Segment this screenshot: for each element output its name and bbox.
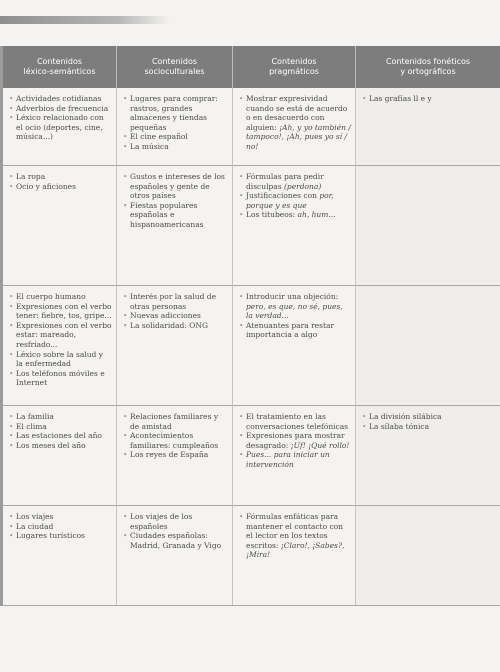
- table-cell-fon: [356, 166, 500, 286]
- item-text: Introducir una objeción:: [246, 292, 339, 301]
- table-cell-prag: [233, 88, 356, 166]
- item-text: Los reyes de España: [130, 450, 209, 460]
- list-item: [239, 172, 351, 191]
- list-item: [123, 512, 228, 531]
- header-lexico-label: Contenidos léxico-semánticos: [23, 57, 96, 76]
- list-item: [123, 292, 228, 311]
- item-example: ¡Uf! ¡Qué rollo!: [290, 440, 350, 450]
- item-text: Los meses del año: [16, 440, 86, 450]
- table-cell-lex: [3, 406, 117, 506]
- table-cell-soc: [117, 88, 233, 166]
- table-cell-lex: [3, 88, 117, 166]
- item-text: Ciudades españolas: Madrid, Granada y Vigo: [130, 531, 222, 550]
- table-cell-prag: [233, 166, 356, 286]
- item-text: Justificaciones con: [246, 191, 320, 201]
- list-item: [239, 450, 351, 469]
- list-item: [239, 321, 351, 340]
- item-example: ah, hum...: [297, 210, 336, 220]
- table-cell-soc: [117, 166, 233, 286]
- list-item: [239, 431, 351, 450]
- list-item: [123, 201, 228, 230]
- list-item: [123, 321, 228, 331]
- item-text: Atenuantes para restar importancia a algo: [246, 320, 335, 340]
- table-cell-soc: [117, 406, 233, 506]
- list-item: [123, 94, 228, 132]
- list-item: [123, 142, 228, 152]
- list-item: [239, 94, 351, 152]
- table-cell-lex: [3, 286, 117, 406]
- item-example: ¡Claro!, ¡Sabes?, ¡Mira!: [246, 540, 345, 560]
- item-text: Léxico sobre la salud y la enfermedad: [16, 349, 103, 369]
- table-cell-prag: [233, 506, 356, 606]
- item-text: La ciudad: [16, 521, 54, 531]
- header-socio-label: Contenidos socioculturales: [144, 57, 205, 76]
- item-text: Las grafías ll e y: [369, 94, 432, 103]
- item-text: Mostrar expresividad cuando se está de acuerdo o en desacuerdo con alguien:: [246, 94, 348, 132]
- item-text: Lugares para comprar: rastros, grandes almacenes y tiendas pequeñas: [130, 94, 218, 132]
- list-item: [9, 431, 112, 441]
- item-text: Los teléfonos móviles e Internet: [16, 368, 105, 388]
- bullet-list: [9, 412, 112, 450]
- header-socioculturales: [117, 46, 233, 88]
- list-item: [239, 191, 351, 210]
- list-item: [362, 422, 496, 432]
- item-text: Gustos e intereses de los españoles y gente de otros países: [130, 172, 225, 201]
- bullet-list: [239, 94, 351, 152]
- item-text: Expresiones para mostrar desagrado:: [246, 431, 345, 450]
- item-text: La música: [130, 141, 169, 151]
- bullet-list: [123, 172, 228, 230]
- table-cell-lex: [3, 166, 117, 286]
- list-item: [9, 531, 112, 541]
- header-prag-label: Contenidos pragmáticos: [269, 57, 319, 76]
- list-item: [9, 512, 112, 522]
- item-text: La sílaba tónica: [369, 421, 430, 431]
- list-item: [239, 292, 351, 321]
- item-text: Lugares turísticos: [16, 531, 85, 541]
- list-item: [9, 113, 112, 142]
- item-text: La división silábica: [369, 412, 442, 421]
- bullet-list: [362, 94, 496, 104]
- item-text: Los viajes de los españoles: [130, 512, 193, 531]
- header-lexico: [3, 46, 117, 88]
- bullet-list: [9, 172, 112, 191]
- list-item: [239, 210, 351, 220]
- item-text: Léxico relacionado con el ocio (deportes, cine, música...): [16, 113, 104, 142]
- item-text: Ocio y aficiones: [16, 181, 76, 191]
- item-example: pero, es que, no sé, pues, la verdad...: [246, 301, 343, 321]
- item-text: El clima: [16, 421, 47, 431]
- list-item: [123, 132, 228, 142]
- list-item: [9, 369, 112, 388]
- list-item: [9, 94, 112, 104]
- item-text: Fórmulas para pedir disculpas: [246, 172, 324, 191]
- table-cell-fon: [356, 406, 500, 506]
- bullet-list: [239, 172, 351, 220]
- list-item: [9, 321, 112, 350]
- item-text: Acontecimientos familiares: cumpleaños: [130, 431, 219, 450]
- list-item: [362, 412, 496, 422]
- bullet-list: [123, 512, 228, 550]
- top-decorative-bar: [0, 16, 170, 24]
- item-text: Fórmulas enfáticas para mantener el contacto con el lector en los textos escritos:: [246, 512, 344, 550]
- item-text: El cine español: [130, 132, 188, 142]
- list-item: [9, 302, 112, 321]
- table-cell-prag: [233, 286, 356, 406]
- bullet-list: [123, 292, 228, 330]
- table-cell-soc: [117, 286, 233, 406]
- item-text: Adverbios de frecuencia: [16, 103, 109, 113]
- list-item: [123, 431, 228, 450]
- bullet-list: [123, 94, 228, 152]
- bullet-list: [239, 412, 351, 470]
- item-text: La familia: [16, 412, 54, 421]
- item-text: Actividades cotidianas: [16, 94, 102, 103]
- list-item: [239, 512, 351, 560]
- item-text: Los titubeos:: [246, 210, 298, 220]
- list-item: [123, 450, 228, 460]
- table-cell-fon: [356, 506, 500, 606]
- list-item: [9, 441, 112, 451]
- list-item: [9, 350, 112, 369]
- table-cell-fon: [356, 286, 500, 406]
- list-item: [9, 292, 112, 302]
- header-fon-label: Contenidos fonéticos y ortográficos: [385, 57, 471, 76]
- table-cell-prag: [233, 406, 356, 506]
- item-text: La solidaridad: ONG: [130, 320, 208, 330]
- list-item: [123, 172, 228, 201]
- item-example: por, porque y es que: [246, 191, 334, 210]
- list-item: [123, 311, 228, 321]
- item-text: Nuevas adicciones: [130, 311, 201, 321]
- list-item: [9, 182, 112, 192]
- list-item: [9, 422, 112, 432]
- bullet-list: [9, 292, 112, 388]
- item-text: Expresiones con el verbo estar: mareado, resfriado...: [16, 320, 112, 349]
- list-item: [123, 412, 228, 431]
- item-text: Relaciones familiares y de amistad: [130, 412, 219, 431]
- item-example: (perdona): [283, 181, 322, 191]
- table-bottom-rule: [3, 605, 500, 606]
- item-text: Interés por la salud de otras personas: [130, 292, 217, 311]
- bullet-list: [9, 94, 112, 142]
- item-text: El cuerpo humano: [16, 292, 86, 301]
- list-item: [9, 522, 112, 532]
- bullet-list: [123, 412, 228, 460]
- item-text: Las estaciones del año: [16, 431, 102, 441]
- bullet-list: [9, 512, 112, 541]
- table-cell-lex: [3, 506, 117, 606]
- list-item: [362, 94, 496, 104]
- header-foneticos: [356, 46, 500, 88]
- item-example: Pues... para iniciar un intervención: [246, 450, 330, 469]
- table-cell-soc: [117, 506, 233, 606]
- contents-table: [3, 46, 500, 606]
- table-cell-fon: [356, 88, 500, 166]
- list-item: [9, 172, 112, 182]
- item-text: Expresiones con el verbo tener: fiebre, tos, gripe...: [16, 301, 112, 321]
- item-text: La ropa: [16, 172, 46, 181]
- item-example: ¡Ah, y yo también / tampoco!, ¡Ah, pues yo sí / no!: [246, 122, 351, 151]
- bullet-list: [362, 412, 496, 431]
- list-item: [9, 412, 112, 422]
- bullet-list: [239, 292, 351, 340]
- item-text: El tratamiento en las conversaciones telefónicas: [246, 412, 349, 431]
- bullet-list: [239, 512, 351, 560]
- header-pragmaticos: [233, 46, 356, 88]
- item-text: Fiestas populares españolas e hispanoamericanas: [130, 200, 204, 229]
- list-item: [123, 531, 228, 550]
- item-text: Los viajes: [16, 512, 54, 521]
- list-item: [239, 412, 351, 431]
- list-item: [9, 104, 112, 114]
